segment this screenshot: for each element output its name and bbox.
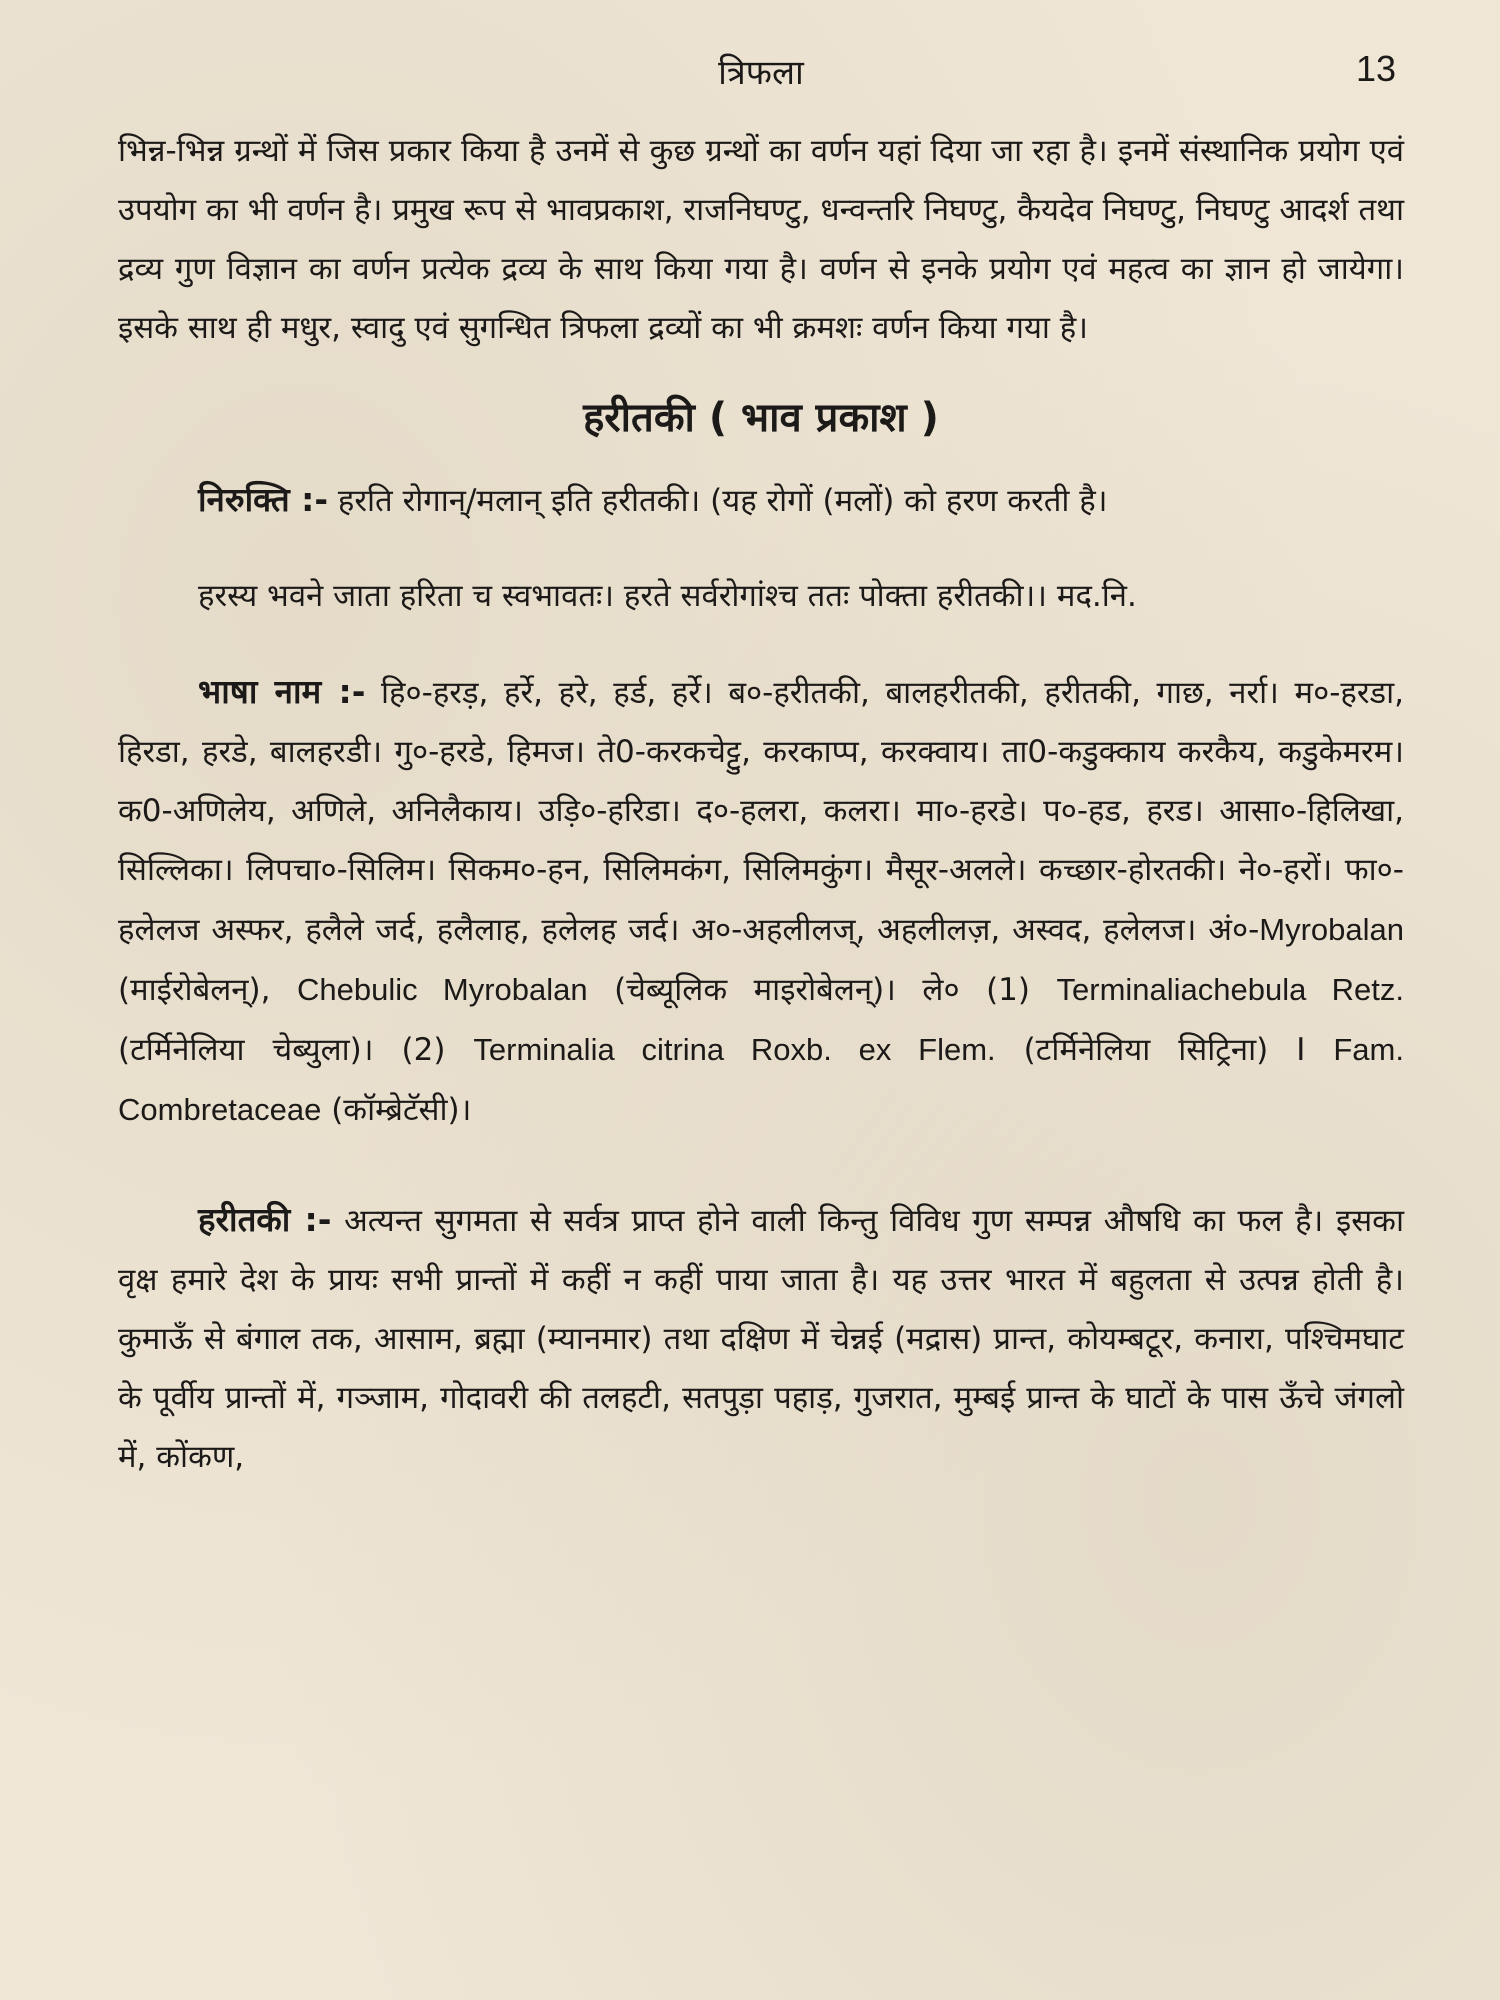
english-name-myrobalan: Myrobalan <box>1259 912 1404 947</box>
bhasha-naam-text-4: (टर्मिनेलिया चेब्युला)। (2) <box>118 1032 474 1068</box>
latin-name-chebula: Terminaliachebula Retz. <box>1056 972 1404 1007</box>
shloka-paragraph: हरस्य भवने जाता हरिता च स्वभावतः। हरते सर्वरोगांश्च ततः पोक्ता हरीतकी।। मद.नि. <box>198 578 1137 614</box>
latin-name-citrina: Terminalia citrina Roxb. ex Flem. <box>473 1032 996 1067</box>
bhasha-naam-text-3: (चेब्यूलिक माइरोबेलन्)। ले० (1) <box>587 972 1057 1008</box>
bhasha-naam-paragraph <box>118 662 1404 1140</box>
running-title: त्रिफला <box>718 53 804 93</box>
nirukti-paragraph <box>118 470 1404 531</box>
page-body <box>118 122 1404 1487</box>
english-name-chebulic: Chebulic Myrobalan <box>296 972 588 1007</box>
nirukti-text: हरति रोगान्/मलान् इति हरीतकी। (यह रोगों (मलों) को हरण करती है। <box>328 483 1108 519</box>
intro-paragraph: भिन्न-भिन्न ग्रन्थों में जिस प्रकार किया है उनमें से कुछ ग्रन्थों का वर्णन यहां दिया जा रहा है। इनमें संस्थानिक प्रयोग एवं उपयोग का भी वर्णन है। प्रमुख रूप से भावप्रकाश, राजनिघण्टु, धन्वन्तरि निघण्टु, कैयदेव निघण्टु, निघण्टु आदर्श तथा द्रव्य गुण विज्ञान का वर्णन प्रत्येक द्रव्य के साथ किया गया है। वर्णन से इनके प्रयोग एवं महत्व का ज्ञान हो जायेगा। इसके साथ ही मधुर, स्वादु एवं सुगन्धित त्रिफला द्रव्यों का भी क्रमशः वर्णन किया गया है। <box>118 133 1404 346</box>
haritaki-paragraph <box>118 1190 1404 1487</box>
bhasha-naam-text-1: हि०-हरड़, हर्रे, हरे, हर्ड, हर्रे। ब०-हरीतकी, बालहरीतकी, हरीतकी, गाछ, नर्रा। म०-हरडा, हिरडा, हरडे, बालहरडी। गु०-हरडे, हिमज। ते0-करकचेट्टु, करकाप्प, करक्वाय। ता0-कडुक्काय करकैय, कडुकेमरम। क0-अणिलेय, अणिले, अनिलैकाय। उड़ि०-हरिडा। द०-हलरा, कलरा। मा०-हरडे। प०-हड, हरड। आसा०-हिलिखा, सिल्लिका। लिपचा०-सिलिम। सिकम०-हन, सिलिमकंग, सिलिमकुंग। मैसूर-अलले। कच्छार-होरतकी। ने०-हरों। फा०-हलेलज अस्फर, हलैले जर्द, हलैलाह, हलेलह जर्द। अ०-अहलीलज्, अहलीलज़, अस्वद, हलेलज। अं०- <box>118 675 1404 948</box>
bhasha-naam-text-6: (कॉम्ब्रेटॅसी)। <box>321 1092 472 1128</box>
page-number: 13 <box>1355 48 1396 89</box>
section-heading: हरीतकी ( भाव प्रकाश ) <box>583 395 939 441</box>
running-header <box>118 48 1404 98</box>
haritaki-text: अत्यन्त सुगमता से सर्वत्र प्राप्त होने वाली किन्तु विविध गुण सम्पन्न औषधि का फल है। इसका वृक्ष हमारे देश के प्रायः सभी प्रान्तों में कहीं न कहीं पाया जाता है। यह उत्तर भारत में बहुलता से उत्पन्न होती है। कुमाऊँ से बंगाल तक, आसाम, ब्रह्मा (म्यानमार) तथा दक्षिण में चेन्नई (मद्रास) प्रान्त, कोयम्बटूर, कनारा, पश्चिमघाट के पूर्वीय प्रान्तों में, गञ्जाम, गोदावरी की तलहटी, सतपुड़ा पहाड़, गुजरात, मुम्बई प्रान्त के घाटों के पास ऊँचे जंगलो में, कोंकण, <box>118 1203 1404 1475</box>
haritaki-term: हरीतकी :- <box>198 1200 332 1239</box>
bhasha-naam-text-2: (माईरोबेलन्), <box>118 972 297 1008</box>
bhasha-naam-term: भाषा नाम :- <box>198 672 366 711</box>
nirukti-term: निरुक्ति :- <box>198 480 329 519</box>
bhasha-naam-text-5: (टर्मिनेलिया सिट्रिना) I <box>995 1032 1334 1068</box>
family-name: Fam. Combretaceae <box>118 1032 1404 1127</box>
